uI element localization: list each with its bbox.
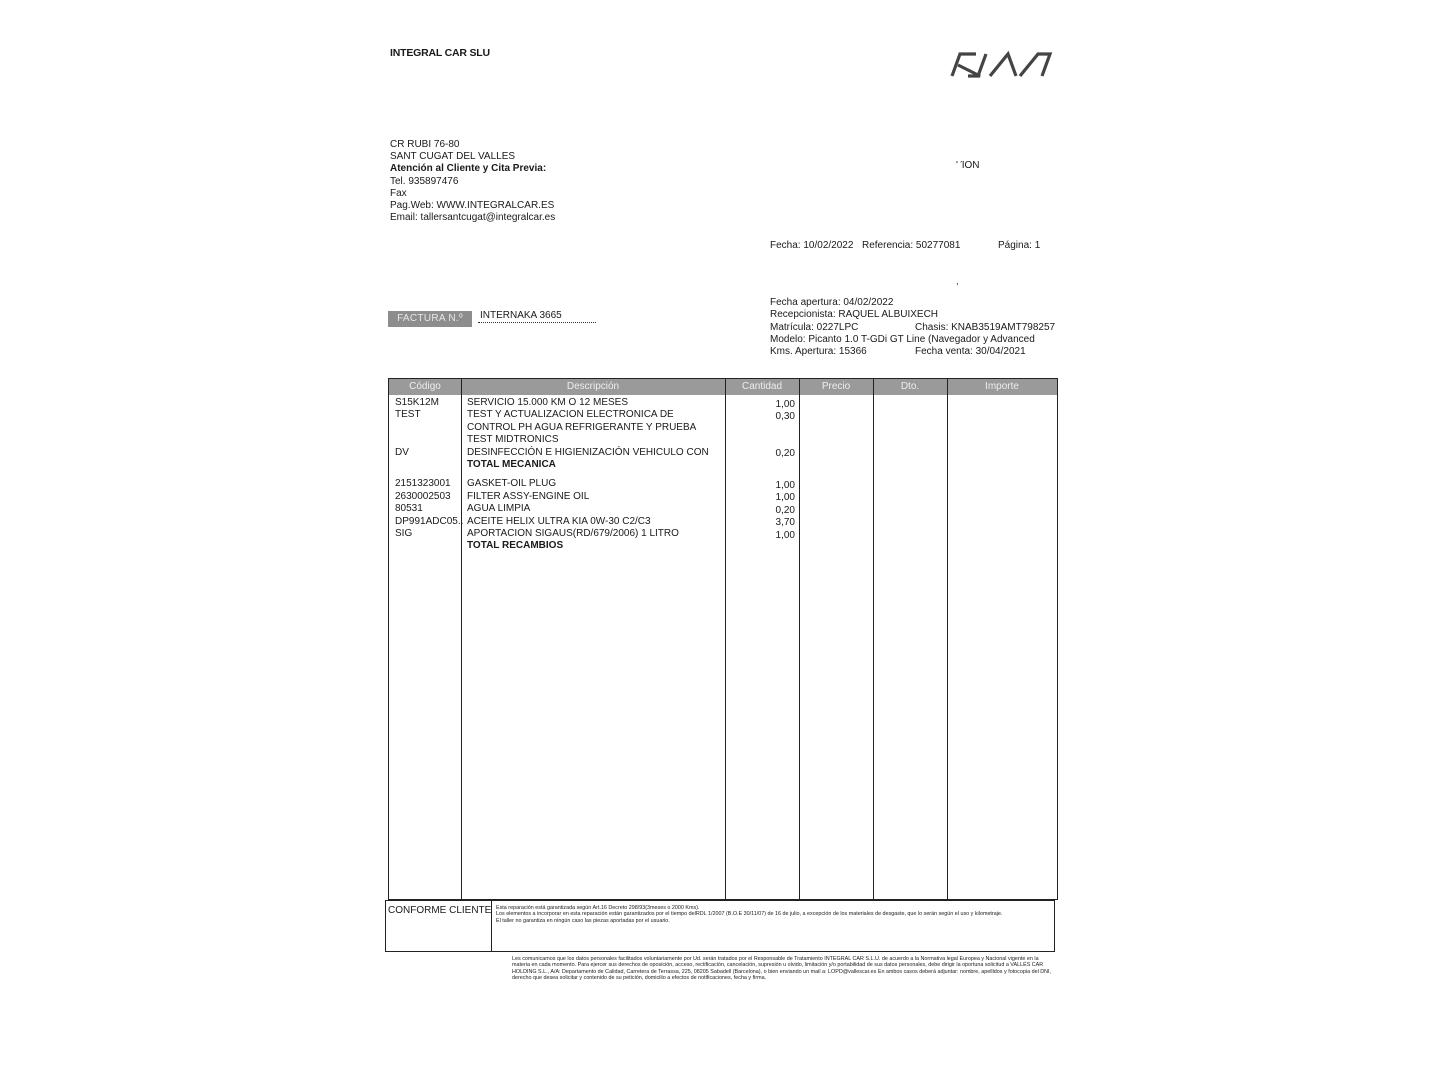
- row-code: TEST: [395, 409, 421, 420]
- company-name: INTEGRAL CAR SLU: [390, 47, 490, 59]
- row-description: AGUA LIMPIA: [467, 503, 531, 514]
- header-discount: Dto.: [900, 381, 920, 392]
- partial-text: ' ΊΟΝ: [956, 160, 980, 171]
- address-street: CR RUBI 76-80: [390, 139, 460, 150]
- company-address: [390, 139, 555, 224]
- row-code: SIG: [395, 528, 413, 539]
- row-quantity: 1,00: [775, 492, 795, 503]
- row-code: S15K12M: [395, 397, 439, 408]
- address-city: SANT CUGAT DEL VALLES: [390, 151, 516, 163]
- sale-date: Fecha venta: 30/04/2021: [915, 346, 1026, 358]
- row-code: DP991ADC05..: [395, 516, 464, 527]
- kia-logo: [946, 50, 1056, 80]
- warranty-line: El taller no garantiza en ningún caso las piezas aportadas por el usuario.: [496, 917, 670, 924]
- chassis: Chasis: KNAB3519AMT798257: [915, 321, 1056, 333]
- warranty-terms: [496, 905, 1048, 924]
- customer-approval-box: [385, 900, 1055, 952]
- row-quantity: 1,00: [775, 530, 795, 541]
- row-quantity: 0,30: [775, 411, 795, 422]
- table-header: [389, 379, 1057, 395]
- row-quantity: 1,00: [775, 480, 795, 491]
- header-amount: Importe: [985, 381, 1019, 392]
- vehicle-info: [770, 297, 1056, 358]
- address-phone: Tel. 935897476: [390, 175, 459, 187]
- plate: Matrícula: 0227LPC: [770, 321, 859, 333]
- row-quantity: 0,20: [775, 448, 795, 459]
- opening-date: Fecha apertura: 04/02/2022: [770, 297, 894, 308]
- invoice-date: Fecha: 10/02/2022: [770, 240, 854, 251]
- address-web: Pag.Web: WWW.INTEGRALCAR.ES: [390, 200, 555, 212]
- warranty-line: Los elementos a incorporar en esta reparación están garantizados por el tiempo delRDL 1/2007 (B.O.E 30/11/07) de 16 de julio, a excepción de los materiales de desgaste, que lo serán según el uso y kilometraje.: [496, 911, 1003, 918]
- header-code: Código: [409, 381, 441, 392]
- row-code: 80531: [395, 503, 423, 514]
- model: Modelo: Picanto 1.0 T-GDi GT Line (Navegador y Advanced: [770, 333, 1035, 345]
- column-divider: [947, 379, 948, 899]
- row-description: GASKET-OIL PLUG: [467, 478, 557, 489]
- customer-approval-label: CONFORME CLIENTE: [388, 905, 492, 916]
- header-quantity: Cantidad: [741, 381, 783, 392]
- warranty-line: Esta reparación está garantizada según Art.16 Decreto 298/93(3meses o 2000 Kms).: [496, 905, 700, 911]
- row-description: TEST Y ACTUALIZACION ELECTRONICA DE: [467, 409, 674, 420]
- invoice-page: Página: 1: [998, 240, 1041, 251]
- column-divider: [461, 379, 462, 899]
- row-description: CONTROL PH AGUA REFRIGERANTE Y PRUEBA: [467, 422, 697, 433]
- row-quantity: 1,00: [775, 399, 795, 410]
- row-code: DV: [395, 447, 409, 458]
- column-divider: [799, 379, 800, 899]
- row-description: TEST MIDTRONICS: [467, 434, 559, 445]
- items-table: [388, 378, 1058, 900]
- km-saledate-row: [770, 346, 1035, 358]
- header-description: Descripción: [566, 381, 620, 392]
- invoice-number-label: FACTURA N.º: [388, 311, 472, 327]
- opening-km: Kms. Apertura: 15366: [770, 346, 867, 358]
- row-quantity: 0,20: [775, 505, 795, 516]
- row-description: SERVICIO 15.000 KM O 12 MESES: [467, 397, 628, 408]
- row-description: TOTAL RECAMBIOS: [467, 540, 564, 551]
- address-attention: Atención al Cliente y Cita Previa:: [390, 163, 547, 175]
- row-code: 2151323001: [395, 478, 451, 489]
- header-price: Precio: [821, 381, 851, 392]
- plate-chassis-row: [770, 321, 1056, 334]
- invoice-reference: Referencia: 50277081: [862, 240, 961, 251]
- receptionist: Recepcionista: RAQUEL ALBUIXECH: [770, 309, 939, 321]
- row-description: TOTAL MECANICA: [467, 459, 556, 470]
- address-email: Email: tallersantcugat@integralcar.es: [390, 212, 556, 224]
- row-description: DESINFECCIÓN E HIGIENIZACIÓN VEHICULO CON: [467, 447, 709, 458]
- stray-mark: ,: [956, 276, 959, 286]
- row-description: APORTACION SIGAUS(RD/679/2006) 1 LITRO: [467, 528, 679, 539]
- column-divider: [873, 379, 874, 899]
- invoice-number: INTERNAKA 3665: [478, 310, 596, 323]
- privacy-notice: Les comunicamos que los datos personales facilitados voluntariamente por Ud. serán tratados por el Responsable de Tratamiento INTEGRAL CAR S.L.U. de acuerdo a la Normativa legal Europea y Nacional vigente en la materia en cada momento. Para ejercer sus derechos de oposición, acceso, rectificación, cancelación, supresión u olvido, limitación y/o portabilidad de sus datos personales, debe dirigir la oportuna solicitud a VALLÉS CAR HOLDING S.L., A/A: Departamento de Calidad, Carretera de Terrassa, 225, 08205 Sabadell (Barcelona), o bien enviando un mail a: LOPD@vallescar.es En ambos casos deberá adjuntar: nombre, apellidos y fotocopia del DNI, derecho que desea solicitar y contenido de su petición, domicilio a efectos de notificaciones, fecha y firma.: [512, 956, 1052, 981]
- row-code: 2630002503: [395, 491, 451, 502]
- row-description: ACEITE HELIX ULTRA KIA 0W-30 C2/C3: [467, 516, 651, 527]
- address-fax: Fax: [390, 187, 407, 199]
- row-description: FILTER ASSY-ENGINE OIL: [467, 491, 590, 502]
- row-quantity: 3,70: [775, 517, 795, 528]
- box-divider: [491, 901, 492, 951]
